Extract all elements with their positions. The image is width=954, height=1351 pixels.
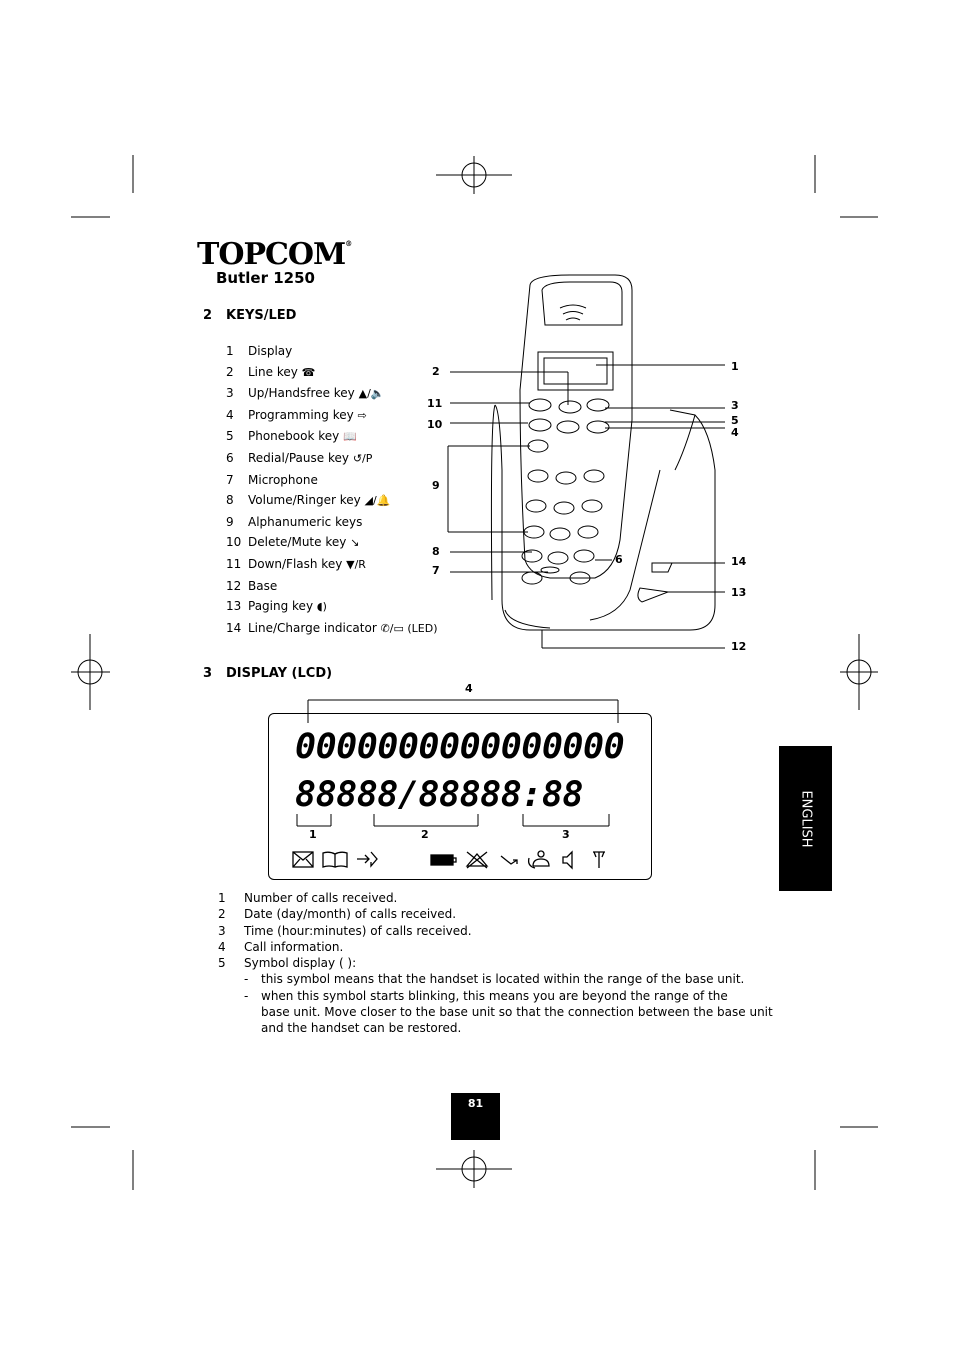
- handset-illustration: [420, 270, 760, 660]
- phonebook-icon: [323, 852, 347, 867]
- key-item: 7 Microphone: [226, 472, 318, 487]
- lcd-row-date-time: 88888/88888:88: [295, 775, 584, 815]
- key-item: 11 Down/Flash key ▼/R: [226, 556, 366, 571]
- handset-callout-2: 2: [432, 365, 440, 378]
- handset-callout-3: 3: [731, 399, 739, 412]
- handset-callout-9: 9: [432, 479, 440, 492]
- handset-callout-7: 7: [432, 564, 440, 577]
- envelope-icon: [293, 852, 313, 867]
- handset-callout-4: 4: [731, 426, 739, 439]
- handset-callout-13: 13: [731, 586, 747, 599]
- handset-callout-5: 5: [731, 414, 739, 427]
- key-item: 13 Paging key ◖): [226, 599, 327, 614]
- programming-icon: ⇨: [357, 408, 367, 422]
- speaker-icon: [563, 852, 572, 868]
- key-item: 4 Programming key ⇨: [226, 407, 367, 422]
- lcd-callout-1: 1: [309, 828, 317, 841]
- down-flash-icon: ▼/R: [346, 557, 366, 571]
- list-item: 3 Time (hour:minutes) of calls received.: [218, 923, 472, 938]
- paging-icon: ◖): [316, 600, 327, 614]
- keys-list: [226, 341, 438, 639]
- key-item: 1 Display: [226, 344, 293, 358]
- lcd-row-digits: 0000000000000000: [295, 727, 625, 767]
- list-item: 4 Call information.: [218, 939, 344, 954]
- handset-callout-1: 1: [731, 360, 739, 373]
- key-item: 9 Alphanumeric keys: [226, 514, 363, 529]
- brand-logo-text: TOPCOM: [197, 237, 346, 272]
- key-item: 8 Volume/Ringer key ◢/🔔: [226, 493, 391, 508]
- page-number: [451, 1093, 500, 1140]
- key-item: 12 Base: [226, 578, 278, 593]
- lcd-callout-4: 4: [465, 682, 473, 695]
- handset-callout-12: 12: [731, 640, 747, 653]
- line-key-icon: ☎: [301, 365, 316, 379]
- symbol-note: - this symbol means that the handset is located within the range of the base unit.: [244, 972, 745, 987]
- symbol-note-continuation: base unit. Move closer to the base unit so that the connection between the base unit: [261, 1005, 773, 1020]
- lcd-callout-2: 2: [421, 828, 429, 841]
- up-handsfree-icon: ▲/🔈: [358, 387, 385, 401]
- lcd-display: [268, 713, 652, 880]
- symbol-note-continuation: and the handset can be restored.: [261, 1021, 462, 1036]
- redial-icon: ↺/P: [352, 451, 373, 465]
- key-item: 5 Phonebook key 📖: [226, 429, 357, 444]
- page-number-text: 81: [467, 1097, 484, 1110]
- antenna-icon: [593, 852, 605, 868]
- key-item: 2 Line key ☎: [226, 364, 316, 379]
- key-item: 3 Up/Handsfree key ▲/🔈: [226, 386, 385, 401]
- ringer-off-icon: [467, 852, 487, 868]
- volume-ringer-icon: ◢/🔔: [364, 494, 391, 508]
- lcd-callout-3: 3: [562, 828, 570, 841]
- key-item: 10 Delete/Mute key ↘: [226, 535, 360, 550]
- handsfree-user-icon: [529, 851, 549, 868]
- language-tab: [779, 746, 832, 891]
- model-name: Butler 1250: [216, 269, 315, 287]
- lcd-symbol-row: [291, 848, 621, 872]
- battery-icon: [431, 855, 456, 865]
- handset-callout-11: 11: [427, 397, 443, 410]
- section-title-text: KEYS/LED: [226, 308, 297, 323]
- list-item: 5 Symbol display ( ):: [218, 956, 357, 971]
- mute-icon: [501, 856, 517, 864]
- section-display-title: [203, 666, 332, 681]
- section-title-text: DISPLAY (LCD): [226, 666, 333, 681]
- language-tab-label: ENGLISH: [798, 789, 813, 848]
- handset-callout-10: 10: [427, 418, 443, 431]
- phonebook-icon: 📖: [343, 430, 357, 444]
- section-number: 2: [203, 308, 213, 323]
- line-charge-icon: ✆/▭ (LED): [380, 621, 438, 635]
- section-keys-title: [203, 308, 296, 323]
- brand-logo: [197, 237, 352, 272]
- handset-callout-6: 6: [615, 553, 623, 566]
- key-item: 6 Redial/Pause key ↺/P: [226, 450, 373, 465]
- list-item: 2 Date (day/month) of calls received.: [218, 907, 457, 922]
- section-number: 3: [203, 666, 213, 681]
- programming-icon: [357, 852, 377, 866]
- handset-callout-14: 14: [731, 555, 747, 568]
- key-item: 14 Line/Charge indicator ✆/▭ (LED): [226, 620, 438, 635]
- handset-callout-8: 8: [432, 545, 440, 558]
- list-item: 1 Number of calls received.: [218, 891, 398, 905]
- delete-mute-icon: ↘: [350, 536, 360, 550]
- display-items-list: [218, 890, 773, 1037]
- symbol-note: - when this symbol starts blinking, this means you are beyond the range of the: [244, 988, 728, 1003]
- registered-mark: ®: [345, 239, 352, 248]
